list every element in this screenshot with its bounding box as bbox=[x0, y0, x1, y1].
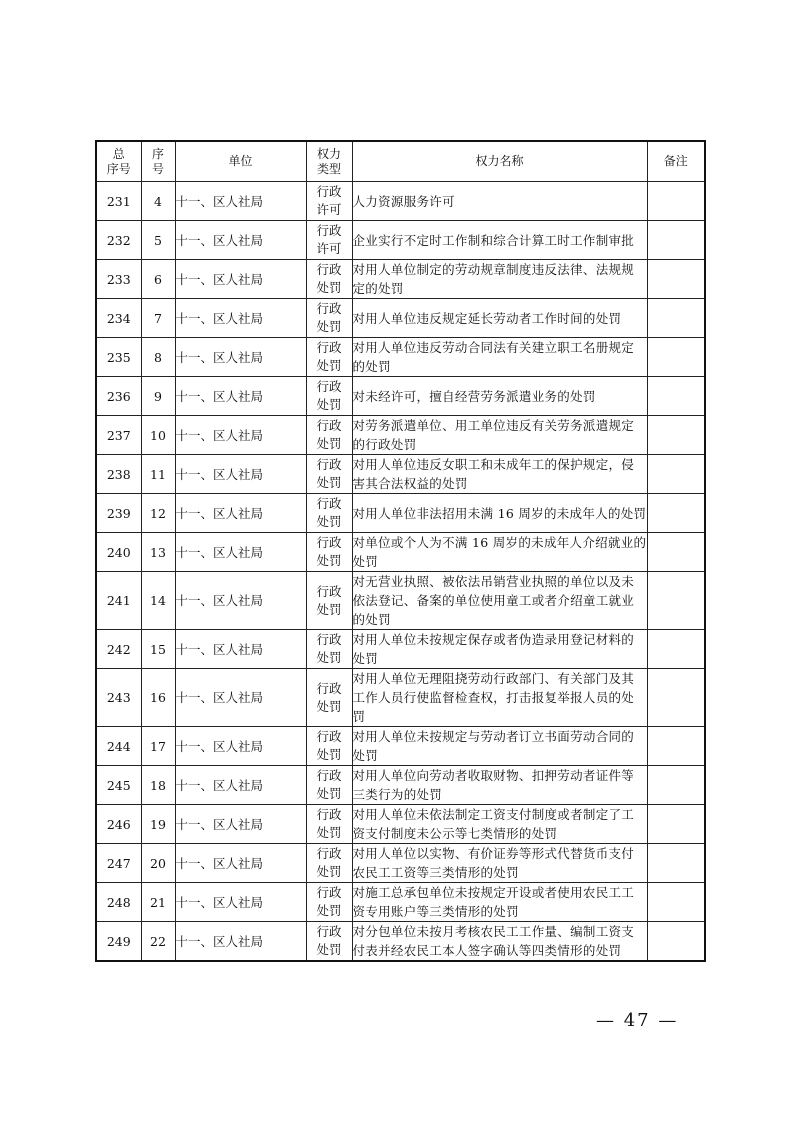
row-total-number: 233 bbox=[96, 260, 141, 299]
row-remarks bbox=[647, 455, 705, 494]
row-sequence: 20 bbox=[141, 844, 175, 883]
row-total-number: 238 bbox=[96, 455, 141, 494]
row-unit: 十一、区人社局 bbox=[175, 338, 306, 377]
row-power-type: 行政 处罚 bbox=[306, 260, 352, 299]
row-power-name: 企业实行不定时工作制和综合计算工时工作制审批 bbox=[352, 221, 647, 260]
row-total-number: 242 bbox=[96, 630, 141, 669]
row-total-number: 246 bbox=[96, 805, 141, 844]
row-sequence: 19 bbox=[141, 805, 175, 844]
row-remarks bbox=[647, 922, 705, 962]
row-remarks bbox=[647, 766, 705, 805]
table-row bbox=[96, 844, 705, 883]
page-number: — 47 — bbox=[596, 1010, 679, 1031]
row-remarks bbox=[647, 494, 705, 533]
header-power-type: 权力 类型 bbox=[306, 141, 352, 182]
row-unit: 十一、区人社局 bbox=[175, 416, 306, 455]
row-total-number: 243 bbox=[96, 669, 141, 727]
table-row bbox=[96, 630, 705, 669]
row-power-type: 行政 许可 bbox=[306, 182, 352, 221]
table-row bbox=[96, 377, 705, 416]
row-remarks bbox=[647, 299, 705, 338]
row-power-type: 行政 处罚 bbox=[306, 533, 352, 572]
row-total-number: 241 bbox=[96, 572, 141, 630]
row-sequence: 4 bbox=[141, 182, 175, 221]
row-unit: 十一、区人社局 bbox=[175, 572, 306, 630]
table-row bbox=[96, 572, 705, 630]
table-row bbox=[96, 221, 705, 260]
row-remarks bbox=[647, 805, 705, 844]
row-sequence: 6 bbox=[141, 260, 175, 299]
row-sequence: 11 bbox=[141, 455, 175, 494]
row-power-type: 行政 处罚 bbox=[306, 572, 352, 630]
row-remarks bbox=[647, 883, 705, 922]
row-sequence: 14 bbox=[141, 572, 175, 630]
row-remarks bbox=[647, 260, 705, 299]
row-power-type: 行政 处罚 bbox=[306, 766, 352, 805]
row-power-name: 对分包单位未按月考核农民工工作量、编制工资支付表并经农民工本人签字确认等四类情形的处罚 bbox=[352, 922, 647, 962]
header-total-number: 总 序号 bbox=[96, 141, 141, 182]
row-unit: 十一、区人社局 bbox=[175, 727, 306, 766]
row-sequence: 10 bbox=[141, 416, 175, 455]
row-power-name: 对用人单位未按规定与劳动者订立书面劳动合同的处罚 bbox=[352, 727, 647, 766]
row-power-type: 行政 处罚 bbox=[306, 377, 352, 416]
row-unit: 十一、区人社局 bbox=[175, 533, 306, 572]
row-power-type: 行政 处罚 bbox=[306, 455, 352, 494]
row-total-number: 239 bbox=[96, 494, 141, 533]
row-total-number: 231 bbox=[96, 182, 141, 221]
row-remarks bbox=[647, 572, 705, 630]
row-unit: 十一、区人社局 bbox=[175, 455, 306, 494]
row-power-type: 行政 处罚 bbox=[306, 669, 352, 727]
row-power-name: 对用人单位以实物、有价证券等形式代替货币支付农民工工资等三类情形的处罚 bbox=[352, 844, 647, 883]
row-sequence: 17 bbox=[141, 727, 175, 766]
row-sequence: 13 bbox=[141, 533, 175, 572]
row-sequence: 22 bbox=[141, 922, 175, 962]
table-row bbox=[96, 494, 705, 533]
row-unit: 十一、区人社局 bbox=[175, 494, 306, 533]
row-power-name: 对用人单位非法招用未满 16 周岁的未成年人的处罚 bbox=[352, 494, 647, 533]
table-row bbox=[96, 455, 705, 494]
row-sequence: 7 bbox=[141, 299, 175, 338]
table-row bbox=[96, 533, 705, 572]
row-remarks bbox=[647, 844, 705, 883]
row-unit: 十一、区人社局 bbox=[175, 299, 306, 338]
row-remarks bbox=[647, 182, 705, 221]
row-unit: 十一、区人社局 bbox=[175, 260, 306, 299]
row-total-number: 248 bbox=[96, 883, 141, 922]
row-sequence: 16 bbox=[141, 669, 175, 727]
power-list-table bbox=[95, 140, 706, 962]
table-row bbox=[96, 727, 705, 766]
row-unit: 十一、区人社局 bbox=[175, 377, 306, 416]
row-power-type: 行政 处罚 bbox=[306, 338, 352, 377]
row-power-type: 行政 处罚 bbox=[306, 805, 352, 844]
row-unit: 十一、区人社局 bbox=[175, 630, 306, 669]
table-header-row bbox=[96, 141, 705, 182]
table-row bbox=[96, 416, 705, 455]
row-power-name: 对用人单位制定的劳动规章制度违反法律、法规规定的处罚 bbox=[352, 260, 647, 299]
row-total-number: 232 bbox=[96, 221, 141, 260]
row-remarks bbox=[647, 669, 705, 727]
row-power-name: 对用人单位未依法制定工资支付制度或者制定了工资支付制度未公示等七类情形的处罚 bbox=[352, 805, 647, 844]
row-power-type: 行政 处罚 bbox=[306, 727, 352, 766]
row-unit: 十一、区人社局 bbox=[175, 182, 306, 221]
row-power-type: 行政 许可 bbox=[306, 221, 352, 260]
row-power-name: 对用人单位未按规定保存或者伪造录用登记材料的处罚 bbox=[352, 630, 647, 669]
row-power-name: 对用人单位无理阻挠劳动行政部门、有关部门及其工作人员行使监督检查权，打击报复举报人员的处罚 bbox=[352, 669, 647, 727]
row-remarks bbox=[647, 221, 705, 260]
row-sequence: 15 bbox=[141, 630, 175, 669]
row-unit: 十一、区人社局 bbox=[175, 844, 306, 883]
row-sequence: 8 bbox=[141, 338, 175, 377]
row-power-type: 行政 处罚 bbox=[306, 922, 352, 962]
table-row bbox=[96, 260, 705, 299]
row-power-name: 对无营业执照、被依法吊销营业执照的单位以及未依法登记、备案的单位使用童工或者介绍童工就业的处罚 bbox=[352, 572, 647, 630]
row-total-number: 234 bbox=[96, 299, 141, 338]
table-row bbox=[96, 883, 705, 922]
row-power-name: 对用人单位违反劳动合同法有关建立职工名册规定的处罚 bbox=[352, 338, 647, 377]
row-total-number: 240 bbox=[96, 533, 141, 572]
row-sequence: 18 bbox=[141, 766, 175, 805]
table-row bbox=[96, 182, 705, 221]
row-power-name: 对施工总承包单位未按规定开设或者使用农民工工资专用账户等三类情形的处罚 bbox=[352, 883, 647, 922]
row-power-name: 人力资源服务许可 bbox=[352, 182, 647, 221]
row-power-name: 对用人单位向劳动者收取财物、扣押劳动者证件等三类行为的处罚 bbox=[352, 766, 647, 805]
row-sequence: 21 bbox=[141, 883, 175, 922]
row-sequence: 5 bbox=[141, 221, 175, 260]
row-unit: 十一、区人社局 bbox=[175, 221, 306, 260]
row-power-type: 行政 处罚 bbox=[306, 883, 352, 922]
row-unit: 十一、区人社局 bbox=[175, 922, 306, 962]
table-row bbox=[96, 338, 705, 377]
row-total-number: 245 bbox=[96, 766, 141, 805]
row-remarks bbox=[647, 630, 705, 669]
row-power-name: 对用人单位违反女职工和未成年工的保护规定，侵害其合法权益的处罚 bbox=[352, 455, 647, 494]
row-unit: 十一、区人社局 bbox=[175, 766, 306, 805]
header-sequence: 序 号 bbox=[141, 141, 175, 182]
row-power-name: 对单位或个人为不满 16 周岁的未成年人介绍就业的处罚 bbox=[352, 533, 647, 572]
header-unit: 单位 bbox=[175, 141, 306, 182]
row-total-number: 235 bbox=[96, 338, 141, 377]
row-unit: 十一、区人社局 bbox=[175, 883, 306, 922]
row-remarks bbox=[647, 338, 705, 377]
table-row bbox=[96, 669, 705, 727]
header-remarks: 备注 bbox=[647, 141, 705, 182]
table-row bbox=[96, 766, 705, 805]
row-power-type: 行政 处罚 bbox=[306, 299, 352, 338]
row-total-number: 249 bbox=[96, 922, 141, 962]
row-power-name: 对劳务派遣单位、用工单位违反有关劳务派遣规定的行政处罚 bbox=[352, 416, 647, 455]
row-power-name: 对未经许可，擅自经营劳务派遣业务的处罚 bbox=[352, 377, 647, 416]
row-remarks bbox=[647, 377, 705, 416]
row-total-number: 244 bbox=[96, 727, 141, 766]
table-row bbox=[96, 922, 705, 962]
row-sequence: 12 bbox=[141, 494, 175, 533]
row-remarks bbox=[647, 727, 705, 766]
row-remarks bbox=[647, 533, 705, 572]
row-unit: 十一、区人社局 bbox=[175, 669, 306, 727]
row-power-type: 行政 处罚 bbox=[306, 416, 352, 455]
header-power-name: 权力名称 bbox=[352, 141, 647, 182]
row-total-number: 237 bbox=[96, 416, 141, 455]
row-power-name: 对用人单位违反规定延长劳动者工作时间的处罚 bbox=[352, 299, 647, 338]
row-unit: 十一、区人社局 bbox=[175, 805, 306, 844]
row-power-type: 行政 处罚 bbox=[306, 844, 352, 883]
row-power-type: 行政 处罚 bbox=[306, 494, 352, 533]
row-power-type: 行政 处罚 bbox=[306, 630, 352, 669]
row-sequence: 9 bbox=[141, 377, 175, 416]
row-remarks bbox=[647, 416, 705, 455]
table-row bbox=[96, 805, 705, 844]
row-total-number: 236 bbox=[96, 377, 141, 416]
table-row bbox=[96, 299, 705, 338]
row-total-number: 247 bbox=[96, 844, 141, 883]
